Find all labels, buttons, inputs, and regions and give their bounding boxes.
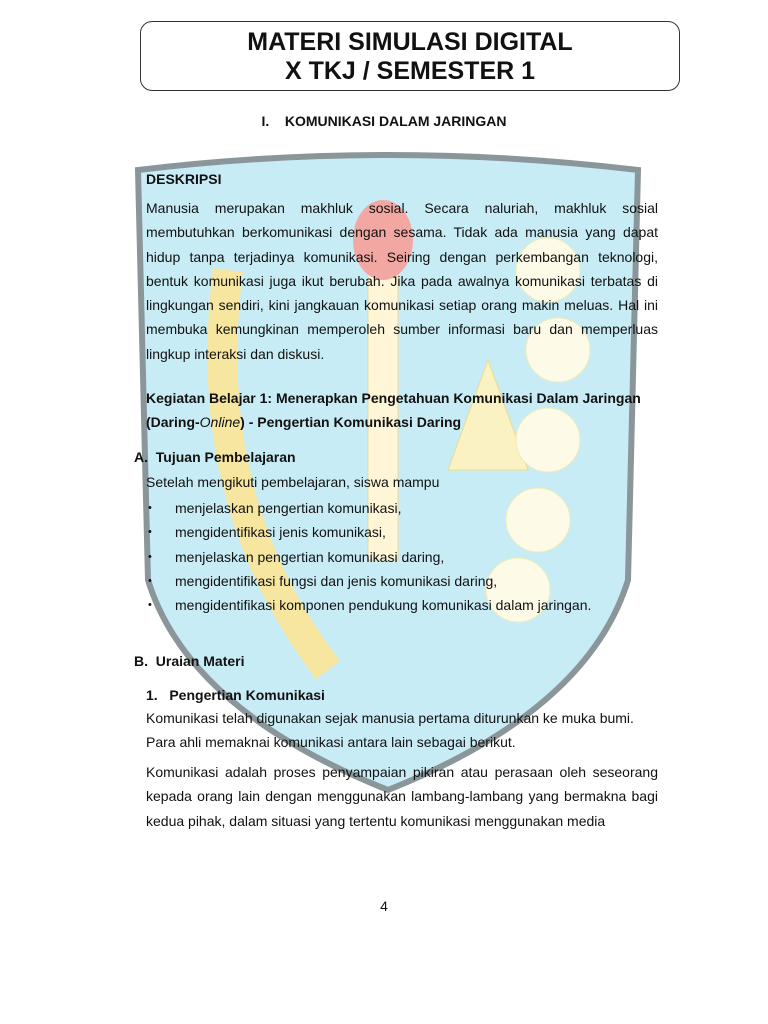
kegiatan-heading [146, 386, 658, 435]
list-item: • menjelaskan pengertian komunikasi, [148, 496, 660, 520]
kegiatan-line-2 [146, 410, 658, 434]
page-number: 4 [380, 898, 388, 914]
title-line-2: X TKJ / SEMESTER 1 [284, 57, 536, 85]
kegiatan-post: ) - Pengertian Komunikasi Daring [240, 414, 462, 431]
uraian-heading: B. Uraian Materi [134, 653, 245, 669]
uraian-paragraph-1: Komunikasi telah digunakan sejak manusia pertama diturunkan ke muka bumi. Para ahli memaknai komunikasi antara lain sebagai berikut. [146, 710, 634, 751]
section-heading: I. KOMUNIKASI DALAM JARINGAN [261, 113, 507, 129]
deskripsi-text: Manusia merupakan makhluk sosial. Secara naluriah, makhluk sosial membutuhkan berkomunikasi dengan sesama. Tidak ada manusia yang dapat hidup tanpa terjadinya komunikasi. Seiring dengan perkembangan teknologi, bentuk komunikasi juga ikut berubah. Jika pada awalnya komunikasi terbatas di lingkungan sendiri, kini jangkauan komunikasi setiap orang makin meluas. Hal ini membuka kemungkinan memperoleh sumber informasi baru dan memperluas lingkup interaksi dan diskusi. [146, 200, 658, 362]
tujuan-list [148, 496, 660, 617]
list-item: • mengidentifikasi komponen pendukung komunikasi dalam jaringan. [148, 593, 660, 617]
uraian-subheading: 1. Pengertian Komunikasi [146, 687, 325, 703]
kegiatan-line-1: Kegiatan Belajar 1: Menerapkan Pengetahuan Komunikasi Dalam Jaringan [146, 390, 641, 406]
title-line-1: MATERI SIMULASI DIGITAL [247, 28, 573, 56]
list-item: • menjelaskan pengertian komunikasi daring, [148, 545, 660, 569]
kegiatan-italic: Online [199, 414, 241, 431]
uraian-paragraph-2: Komunikasi adalah proses penyampaian pikiran atau perasaan oleh seseorang kepada orang lain dengan menggunakan lambang-lambang yang bermakna bagi kedua pihak, dalam situasi yang tertentu komunikasi menggunakan media [146, 764, 658, 829]
list-item: • mengidentifikasi fungsi dan jenis komunikasi daring, [148, 569, 660, 593]
deskripsi-heading: DESKRIPSI [146, 171, 222, 187]
kegiatan-pre: (Daring- [146, 414, 200, 431]
tujuan-intro: Setelah mengikuti pembelajaran, siswa mampu [146, 474, 440, 490]
title-box [140, 21, 680, 91]
tujuan-heading: A. Tujuan Pembelajaran [134, 449, 296, 465]
list-item: • mengidentifikasi jenis komunikasi, [148, 520, 660, 544]
